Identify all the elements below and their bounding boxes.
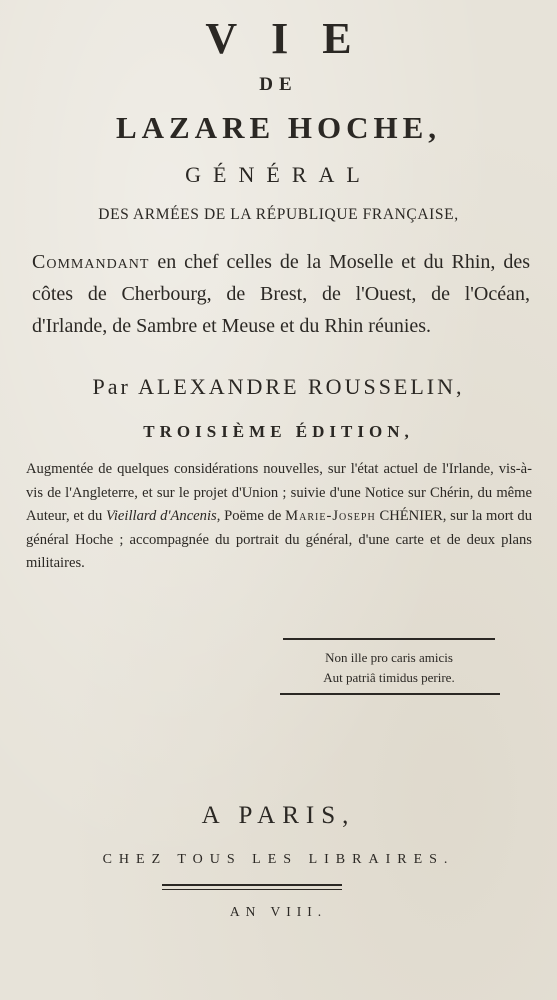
command-lead-word: Commandant — [32, 251, 150, 273]
author-line: Par ALEXANDRE ROUSSELIN, — [92, 374, 465, 399]
command-text: en chef celles de la Moselle et du Rhin, des côtes de Cherbourg, de Brest, de l'Ouest, de l'Océan, d'Irlande, de Sambre et Meuse et du Rhin réunies. — [32, 251, 530, 337]
description-author-name: Marie-Joseph — [285, 508, 376, 524]
title-vie: VIE — [205, 14, 386, 63]
imprint-printer: CHEZ TOUS LES LIBRAIRES. — [102, 852, 455, 867]
title-de: DE — [259, 74, 298, 95]
imprint-year: AN VIII. — [229, 904, 328, 919]
epigraph-top-rule — [283, 638, 495, 640]
description-italic-title: Vieillard d'Ancenis — [106, 508, 217, 524]
imprint-double-rule-bottom — [162, 889, 342, 890]
title-subject-name: LAZARE HOCHE, — [115, 110, 442, 145]
imprint-double-rule-top — [162, 884, 342, 886]
epigraph-line-1: Non ille pro caris amicis — [325, 650, 453, 665]
description-part-2: , Poëme de — [216, 508, 286, 524]
description-paragraph — [26, 458, 532, 576]
title-rank: GÉNÉRAL — [185, 162, 372, 187]
description-part-1: Augmentée de quelques considérations nouvelles, sur l'état actuel de l'Irlande, vis-à-vis de l'Angleterre, et sur le projet d'Union ; suivie d'une Notice sur Chérin, du même Auteur, et du — [26, 461, 532, 524]
epigraph — [286, 648, 492, 688]
edition-line: TROISIÈME ÉDITION, — [143, 422, 414, 441]
imprint-place: A PARIS, — [201, 802, 356, 829]
description-part-3: CHÉNIER, sur la mort du général Hoche ; accompagnée du portrait du général, d'une carte et de deux plans militaires. — [26, 508, 532, 571]
epigraph-bottom-rule — [280, 693, 500, 695]
command-paragraph — [32, 246, 530, 342]
epigraph-line-2: Aut patriâ timidus perire. — [323, 670, 455, 685]
title-armies: DES ARMÉES DE LA RÉPUBLIQUE FRANÇAISE, — [98, 206, 459, 223]
